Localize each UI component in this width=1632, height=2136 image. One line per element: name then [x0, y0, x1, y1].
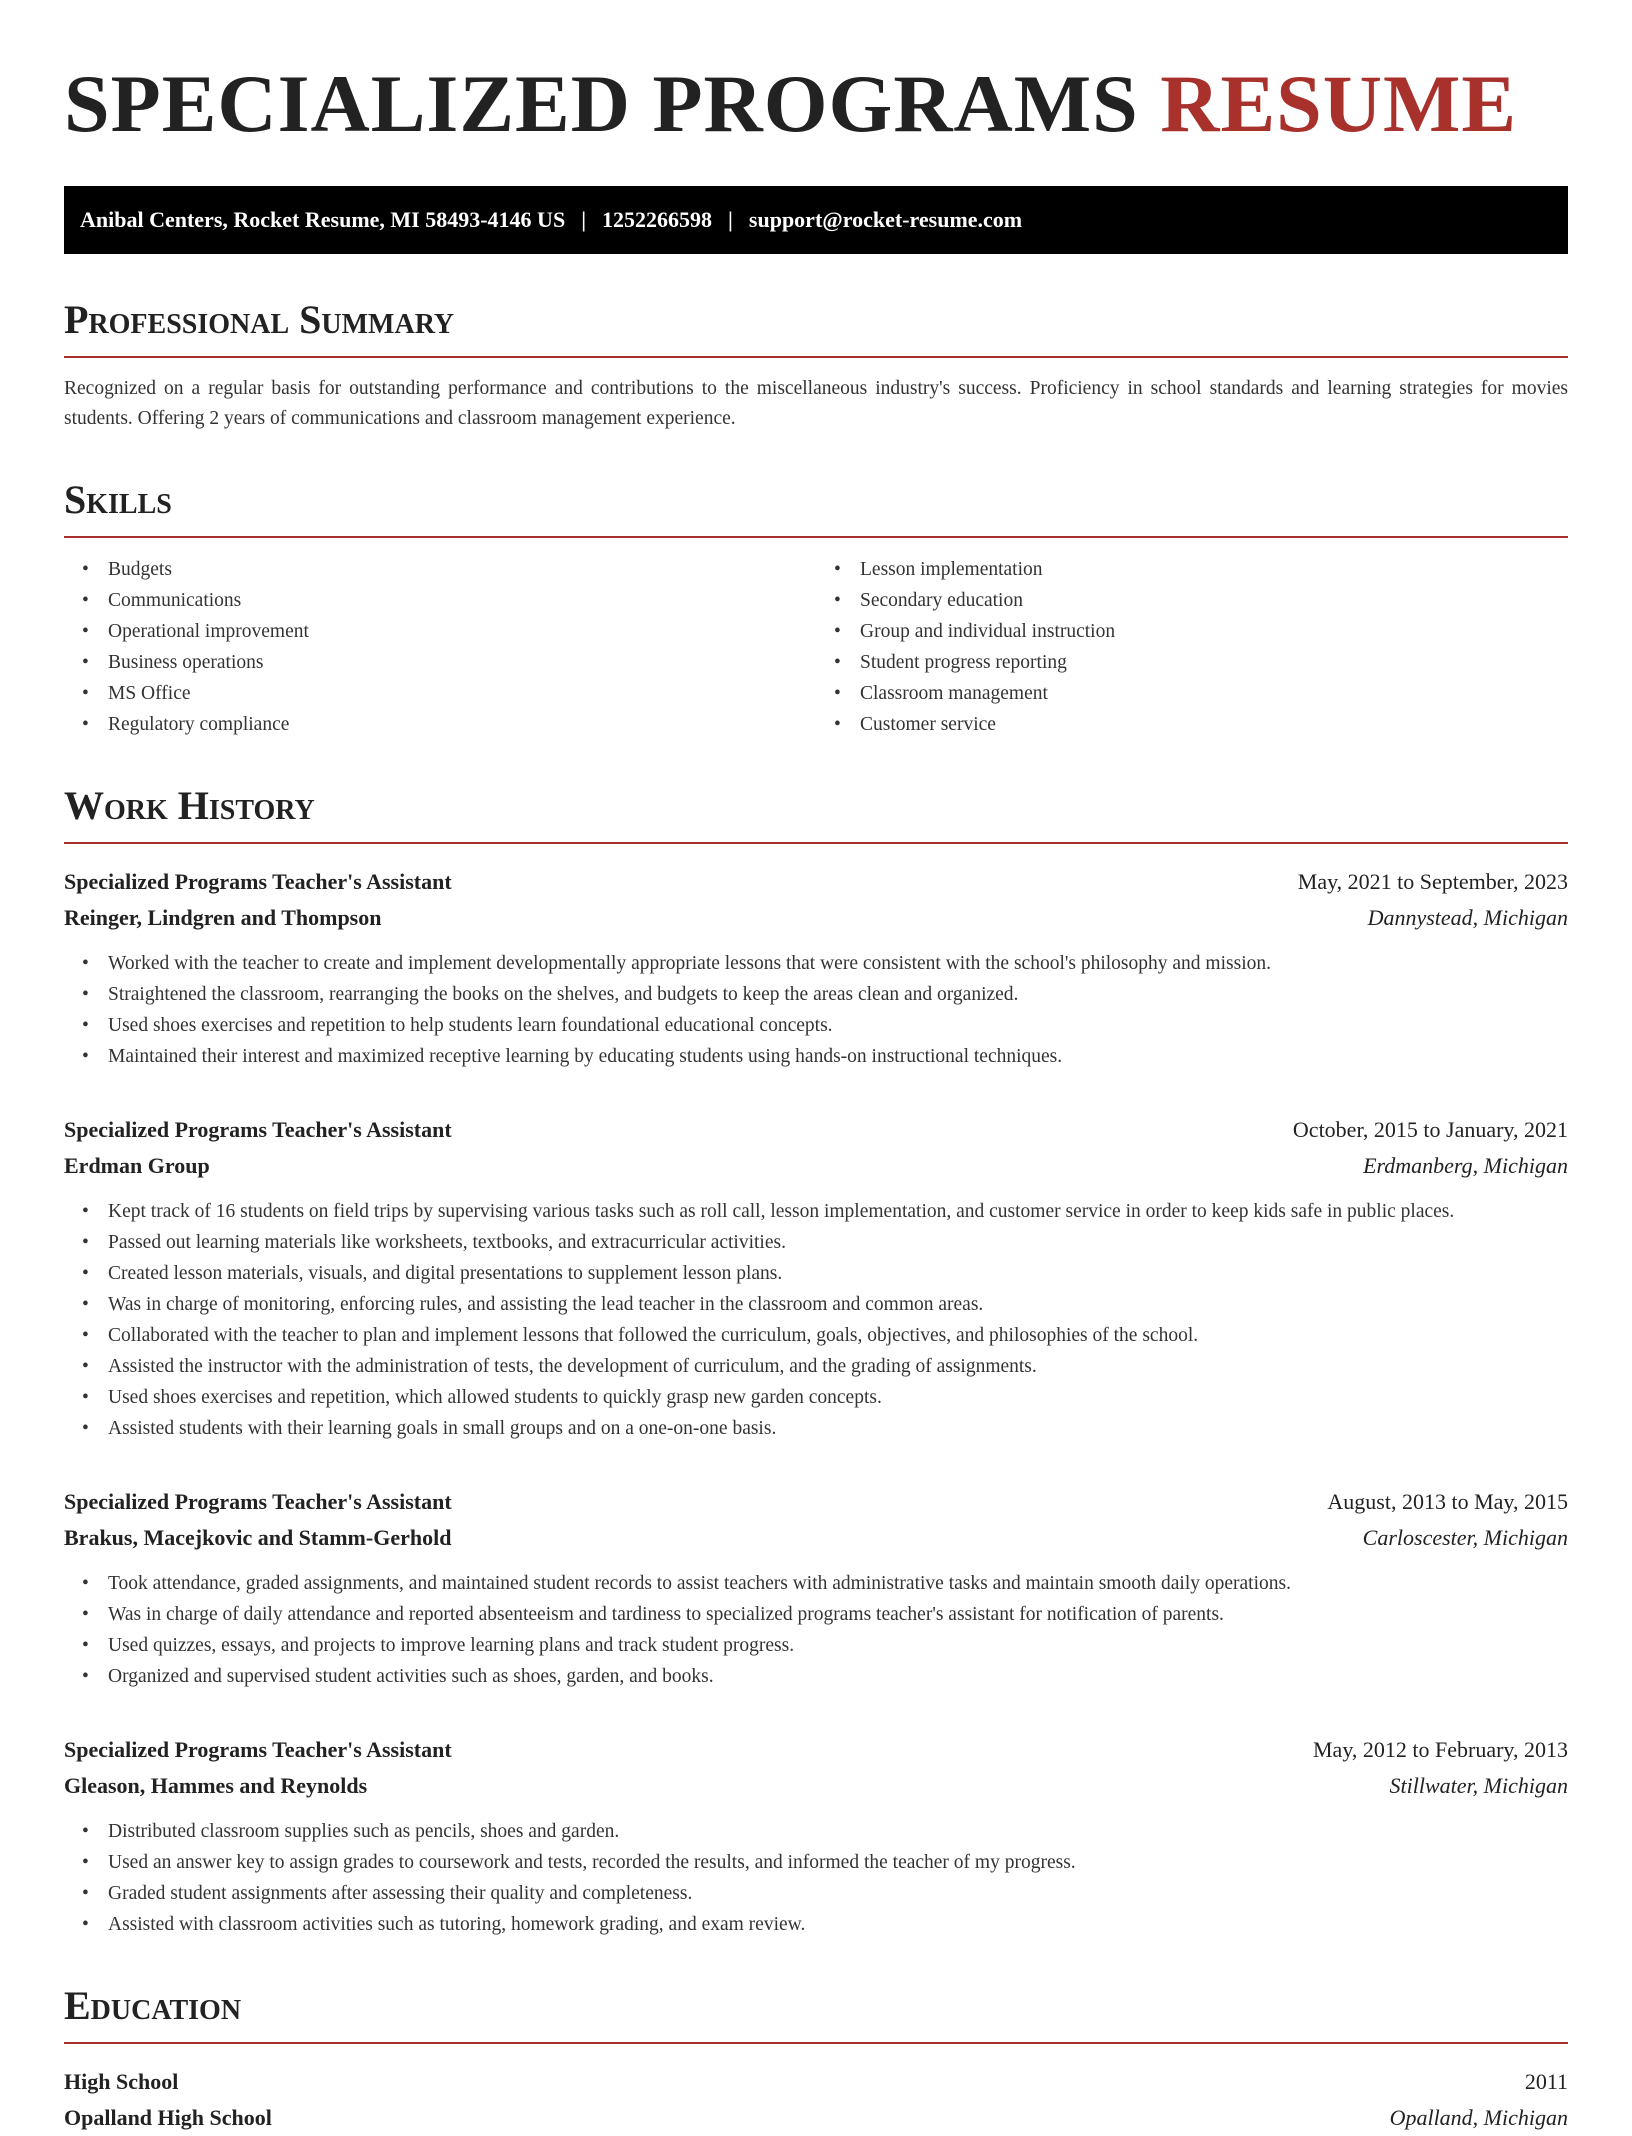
job-bullet: • Passed out learning materials like worksheets, textbooks, and extracurricular activities. — [64, 1227, 1538, 1258]
job-bullets — [64, 1568, 1568, 1692]
job-bullets — [64, 1196, 1568, 1444]
skill-item: • Secondary education — [816, 585, 1568, 616]
summary-heading: Professional Summary — [64, 298, 1568, 358]
job-bullet: • Used quizzes, essays, and projects to improve learning plans and track student progress. — [64, 1630, 1538, 1661]
skill-item: • Student progress reporting — [816, 647, 1568, 678]
job-entry — [64, 1484, 1568, 1692]
job-bullet: • Straightened the classroom, rearranging the books on the shelves, and budgets to keep the areas clean and organized. — [64, 979, 1538, 1010]
summary-text: Recognized on a regular basis for outstanding performance and contributions to the miscellaneous industry's success. Proficiency in school standards and learning strategies for movies students. Offering 2 years of communications and classroom management experience. — [64, 378, 1568, 429]
education-section — [64, 1984, 1568, 2136]
contact-address: Anibal Centers, Rocket Resume, MI 58493-4146 US — [80, 207, 566, 232]
job-entry — [64, 1732, 1568, 1940]
job-bullet: • Distributed classroom supplies such as pencils, shoes and garden. — [64, 1816, 1538, 1847]
skill-item: • Business operations — [64, 647, 816, 678]
job-company: Brakus, Macejkovic and Stamm-Gerhold — [64, 1525, 452, 1550]
education-year: 2011 — [1524, 2069, 1568, 2094]
job-location: Carloscester, Michigan — [1362, 1525, 1568, 1550]
name-accent: RESUME — [1160, 58, 1518, 149]
skill-item: • Regulatory compliance — [64, 709, 816, 740]
work-history-section — [64, 784, 1568, 1940]
job-company: Gleason, Hammes and Reynolds — [64, 1773, 368, 1798]
job-title: Specialized Programs Teacher's Assistant — [64, 1737, 452, 1762]
skills-column-left — [64, 554, 816, 740]
job-bullet: • Kept track of 16 students on field trips by supervising various tasks such as roll call, lesson implementation, and customer service in order to keep kids safe in public places. — [64, 1196, 1538, 1227]
job-dates: May, 2021 to September, 2023 — [1297, 869, 1568, 894]
skills-column-right — [816, 554, 1568, 740]
job-title: Specialized Programs Teacher's Assistant — [64, 1117, 452, 1142]
job-bullet: • Was in charge of monitoring, enforcing rules, and assisting the lead teacher in the classroom and common areas. — [64, 1289, 1538, 1320]
education-school: Opalland High School — [64, 2105, 272, 2130]
job-location: Dannystead, Michigan — [1367, 905, 1568, 930]
work-history-heading: Work History — [64, 784, 1568, 844]
job-bullet: • Took attendance, graded assignments, and maintained student records to assist teachers with administrative tasks and maintain smooth daily operations. — [64, 1568, 1538, 1599]
contact-bar — [64, 186, 1568, 254]
skill-item: • Budgets — [64, 554, 816, 585]
job-bullet: • Assisted the instructor with the administration of tests, the development of curriculum, and the grading of assignments. — [64, 1351, 1538, 1382]
job-bullet: • Graded student assignments after assessing their quality and completeness. — [64, 1878, 1538, 1909]
job-dates: May, 2012 to February, 2013 — [1313, 1737, 1568, 1762]
education-location: Opalland, Michigan — [1389, 2105, 1568, 2130]
contact-phone: 1252266598 — [602, 207, 713, 232]
skill-item: • Communications — [64, 585, 816, 616]
job-bullet: • Maintained their interest and maximized receptive learning by educating students using hands-on instructional techniques. — [64, 1041, 1538, 1072]
job-company: Reinger, Lindgren and Thompson — [64, 905, 382, 930]
job-entry — [64, 1112, 1568, 1444]
job-bullets — [64, 948, 1568, 1072]
job-bullet: • Organized and supervised student activities such as shoes, garden, and books. — [64, 1661, 1538, 1692]
job-bullet: • Worked with the teacher to create and implement developmentally appropriate lessons that were consistent with the school's philosophy and mission. — [64, 948, 1538, 979]
skill-item: • Customer service — [816, 709, 1568, 740]
skill-item: • Classroom management — [816, 678, 1568, 709]
job-bullet: • Assisted with classroom activities such as tutoring, homework grading, and exam review. — [64, 1909, 1538, 1940]
job-location: Stillwater, Michigan — [1389, 1773, 1568, 1798]
resume-name — [64, 56, 1568, 152]
skills-heading: Skills — [64, 478, 1568, 538]
education-heading: Education — [64, 1984, 1568, 2044]
name-main: SPECIALIZED PROGRAMS — [64, 58, 1139, 149]
summary-section — [64, 298, 1568, 434]
job-bullet: • Used shoes exercises and repetition, which allowed students to quickly grasp new garden concepts. — [64, 1382, 1538, 1413]
skills-section — [64, 478, 1568, 740]
job-title: Specialized Programs Teacher's Assistant — [64, 869, 452, 894]
job-dates: October, 2015 to January, 2021 — [1292, 1117, 1568, 1142]
contact-email: support@rocket-resume.com — [748, 207, 1023, 232]
job-bullet: • Used shoes exercises and repetition to help students learn foundational educational concepts. — [64, 1010, 1538, 1041]
education-entry — [64, 2064, 1568, 2136]
job-bullet: • Used an answer key to assign grades to coursework and tests, recorded the results, and informed the teacher of my progress. — [64, 1847, 1538, 1878]
job-dates: August, 2013 to May, 2015 — [1327, 1489, 1568, 1514]
job-title: Specialized Programs Teacher's Assistant — [64, 1489, 452, 1514]
job-bullet: • Collaborated with the teacher to plan and implement lessons that followed the curriculum, goals, objectives, and philosophies of the school. — [64, 1320, 1538, 1351]
job-location: Erdmanberg, Michigan — [1363, 1153, 1568, 1178]
skill-item: • Group and individual instruction — [816, 616, 1568, 647]
skill-item: • MS Office — [64, 678, 816, 709]
skills-list — [64, 554, 1568, 740]
skill-item: • Lesson implementation — [816, 554, 1568, 585]
job-bullet: • Assisted students with their learning goals in small groups and on a one-on-one basis. — [64, 1413, 1538, 1444]
job-bullet: • Created lesson materials, visuals, and digital presentations to supplement lesson plans. — [64, 1258, 1538, 1289]
skill-item: • Operational improvement — [64, 616, 816, 647]
education-degree: High School — [64, 2069, 179, 2094]
job-entry — [64, 864, 1568, 1072]
contact-separator: | — [728, 207, 733, 232]
job-bullet: • Was in charge of daily attendance and reported absenteeism and tardiness to specialized programs teacher's assistant for notification of parents. — [64, 1599, 1538, 1630]
contact-separator: | — [581, 207, 587, 232]
job-company: Erdman Group — [64, 1153, 210, 1178]
job-bullets — [64, 1816, 1568, 1940]
